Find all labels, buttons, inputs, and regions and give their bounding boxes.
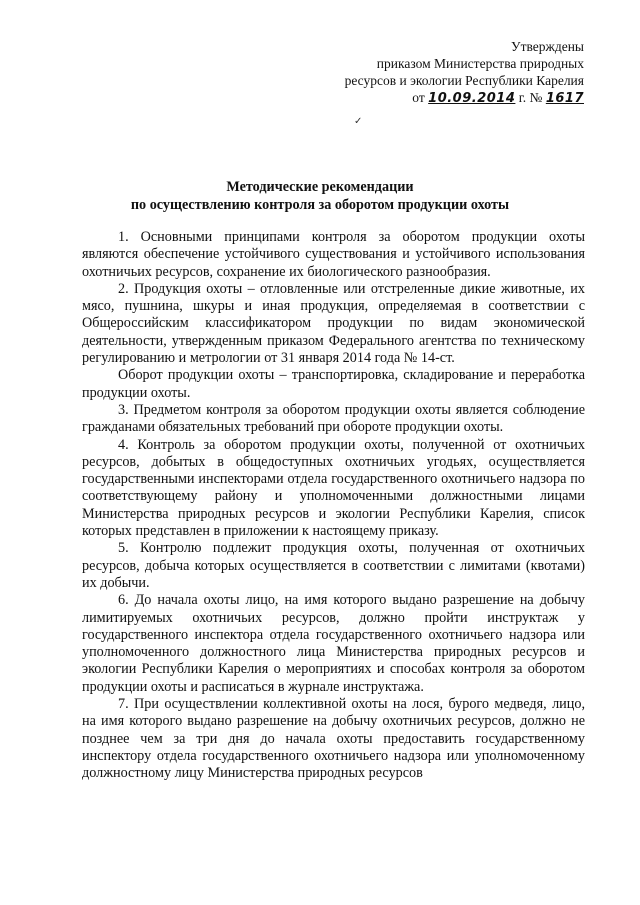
title-line: Методические рекомендации [226,179,414,195]
paragraph: 5. Контролю подлежит продукция охоты, полученная от охотничьих ресурсов, добыча которых осуществляется в соответствии с лимитами (квотами) их добычи. [82,540,585,591]
order-number: 1617 [545,91,584,106]
paragraph: 7. При осуществлении коллективной охоты на лося, бурого медведя, лицо, на имя которого выдано разрешение на добычу охотничьих ресурсов, должно не позднее чем за три дня до начала охоты предоставить государственному инспектору отдела государственного охотничьего надзора или уполномоченному должностному лицу Министерства природных ресурсов [82,696,585,782]
title-line: по осуществлению контроля за оборотом продукции охоты [130,197,510,213]
pen-mark: ✓ [354,116,363,127]
paragraph: 3. Предметом контроля за оборотом продукции охоты является соблюдение гражданами обязательных требований при обороте продукции охоты. [82,401,585,436]
document-title [0,178,640,214]
paragraph: 1. Основными принципами контроля за оборотом продукции охоты являются обеспечение устойчивого существования и устойчивого использования охотничьих ресурсов, сохранение их биологического разнообразия. [82,229,585,280]
approval-order-line [345,89,584,107]
paragraph: 2. Продукция охоты – отловленные или отстреленные дикие животные, их мясо, пушнина, шкуры и иная продукция, определяемая в соответствии с Общероссийским классификатором продукции по видам экономической деятельности, утвержденным приказом Федерального агентства по техническому регулированию и метрологии от 31 января 2014 года № 14-ст. [82,280,585,367]
order-number-prefix: г. № [515,90,546,105]
approval-line: приказом Министерства природных [376,56,584,71]
approval-line: Утверждены [511,39,584,54]
order-date: 10.09.2014 [428,91,516,106]
order-date-prefix: от [412,90,429,105]
approval-block [345,38,584,107]
paragraph: 6. До начала охоты лицо, на имя которого выдано разрешение на добычу лимитируемых охотничьих ресурсов, должно пройти инструктаж у государственного инспектора отдела государственного охотничьего надзора или уполномоченного должностного лица Министерства природных ресурсов и экологии Республики Карелия о мероприятиях и способах контроля за оборотом продукции охоты и расписаться в журнале инструктажа. [82,592,585,695]
document-body [82,229,585,783]
paragraph: Оборот продукции охоты – транспортировка, складирование и переработка продукции охоты. [82,367,585,401]
paragraph: 4. Контроль за оборотом продукции охоты, полученной от охотничьих ресурсов, добытых в общедоступных охотничьих угодьях, осуществляется государственными инспекторами отдела государственного охотничьего надзора по соответствующему району и уполномоченными должностными лицами Министерства природных ресурсов и экологии Республики Карелия, список которых представлен в приложении к настоящему приказу. [82,436,585,540]
approval-line: ресурсов и экологии Республики Карелия [344,73,584,88]
